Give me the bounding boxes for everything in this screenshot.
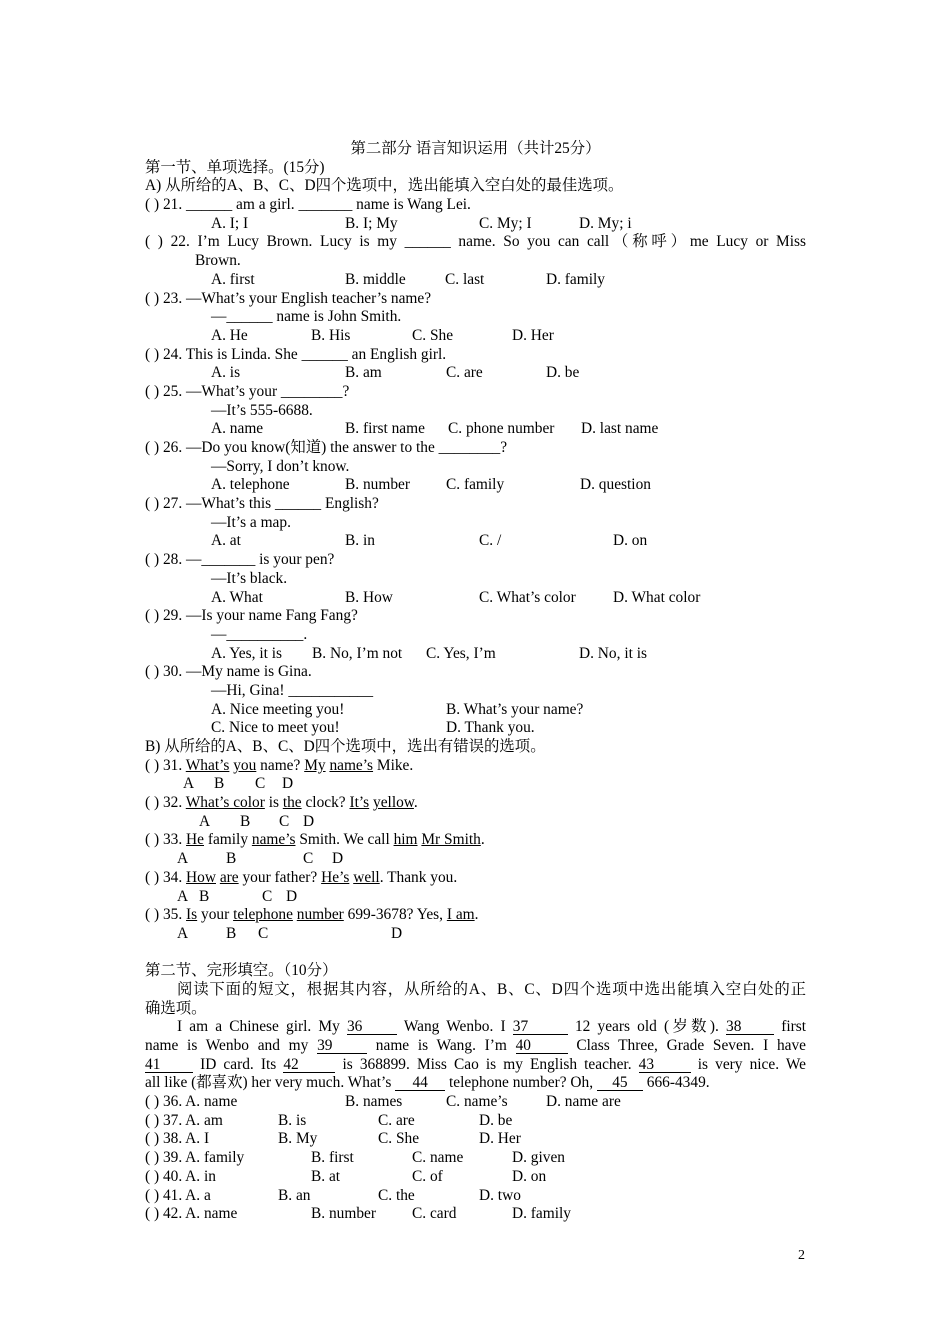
letter-a: A [199,812,211,830]
underlined-part-c: number [296,906,344,924]
text: . [474,906,479,924]
option-a: ( ) 38. A. I [145,1130,210,1148]
option-d: D. given [512,1149,566,1167]
section-1-heading: 第一节、单项选择。(15分) [145,158,325,176]
underlined-part-c: He’s [321,868,350,886]
letter-c: C [262,887,273,905]
option-c: C. / [479,532,502,550]
question-number: ( ) 34. [145,868,187,886]
spacer [145,944,806,963]
question-31 [145,757,806,776]
option-a: A. at [211,532,241,550]
options-26 [145,476,806,495]
cloze-question-37 [145,1112,806,1131]
options-28 [145,589,806,608]
blank-42: 42 [283,1057,335,1073]
cloze-question-38 [145,1130,806,1149]
question-35 [145,906,806,925]
options-22 [145,271,806,290]
section-2-heading: 第二节、完形填空。（10分） [145,962,338,980]
underlined-part-c: My [304,756,326,774]
letter-d: D [282,775,294,793]
underlined-part-a: What’s color [185,794,265,812]
underlined-part-c: him [393,831,418,849]
letter-b: B [214,775,225,793]
text: name is Wenbo and my [145,1037,318,1054]
text: is very nice. We [690,1055,806,1073]
option-a: ( ) 39. A. family [145,1149,245,1167]
letter-b: B [240,812,251,830]
text: name is Wang. I’m [367,1037,516,1054]
option-b: B. What’s your name? [446,700,584,718]
question-32 [145,794,806,813]
option-c: C. name [412,1149,464,1167]
option-b: B. How [345,588,393,606]
option-c: C. She [412,326,454,344]
text: clock? [301,794,350,812]
option-d: D. Thank you. [446,719,535,737]
question-33 [145,831,806,850]
option-c: C. of [412,1167,443,1185]
letters-31 [145,775,806,794]
underlined-part-d: yellow [373,794,414,812]
text: first [774,1018,806,1036]
cloze-question-40 [145,1168,806,1187]
option-c: C. phone number [448,420,555,438]
letter-c: C [255,775,266,793]
underlined-part-a: He [186,831,204,849]
option-b: B. number [345,476,410,494]
options-25 [145,420,806,439]
text: 666-4349. [642,1074,710,1092]
underlined-part-d: well [353,868,380,886]
exam-page [145,140,806,1224]
option-a: ( ) 42. A. name [145,1205,238,1223]
option-b: B. an [278,1186,311,1204]
text: Smith. We call [295,831,394,849]
option-a: ( ) 40. A. in [145,1167,216,1185]
question-26: ( ) 26. —Do you know(知道) the answer to the ________? [145,439,508,456]
cloze-instruction-cont: 确选项。 [145,999,207,1017]
option-b: B. My [278,1130,318,1148]
option-d: D. be [546,364,580,382]
text: is [264,794,283,812]
text: ID card. Its [193,1055,284,1073]
letter-b: B [226,924,237,942]
option-c: C. family [446,476,505,494]
passage-line-3 [145,1056,806,1075]
option-b: B. I; My [345,214,398,232]
option-b: B. first [311,1149,354,1167]
cloze-question-39 [145,1149,806,1168]
option-b: B. No, I’m not [312,644,403,662]
answer-line-23: —______ name is John Smith. [211,308,402,326]
answer-line-30: —Hi, Gina! ___________ [211,681,374,699]
option-d: D. What color [613,588,701,606]
question-number: ( ) 31. [145,756,186,774]
option-a: A. Nice meeting you! [211,700,345,718]
letter-d: D [332,850,344,868]
option-b: B. His [311,326,351,344]
option-d: D. My; i [579,214,632,232]
option-a: A. Yes, it is [211,644,282,662]
option-c: C. name’s [446,1093,508,1111]
question-number: ( ) 33. [145,831,187,849]
option-d: D. on [613,532,648,550]
option-d: D. Her [512,326,554,344]
blank-37: 37 [513,1019,568,1035]
text: family [204,831,252,849]
blank-44: 44 [395,1075,445,1091]
option-c: C. card [412,1205,457,1223]
question-24: ( ) 24. This is Linda. She ______ an English girl. [145,345,447,363]
question-29: ( ) 29. —Is your name Fang Fang? [145,607,358,625]
answer-line-29: —__________. [211,625,308,643]
underlined-part-a: What’s [185,756,230,774]
question-25: ( ) 25. —What’s your ________? [145,382,350,400]
text: I am a Chinese girl. My [177,1018,347,1036]
option-c: C. Nice to meet you! [211,719,340,737]
text: Class Three, Grade Seven. I have [567,1037,807,1054]
question-30: ( ) 30. —My name is Gina. [145,663,312,681]
part-b-instruction: B) 从所给的A、B、C、D四个选项中，选出有错误的选项。 [145,738,546,755]
question-22: ( ) 22. I’m Lucy Brown. Lucy is my ______ name. So you can call（称呼）me Lucy or Miss [145,233,806,251]
underlined-part-c: It’s [349,794,370,812]
option-d: D. Her [479,1130,521,1148]
text: . [413,794,418,812]
option-b: B. first name [345,420,425,438]
options-29 [145,645,806,664]
option-a: ( ) 37. A. am [145,1111,223,1129]
cloze-question-42 [145,1205,806,1224]
option-a: A. What [211,588,263,606]
blank-40: 40 [516,1038,568,1054]
letter-d: D [391,924,403,942]
option-b: B. middle [345,270,406,288]
text: 12 years old (岁数). [567,1018,727,1036]
option-b: B. in [345,532,375,550]
option-d: D. last name [581,420,659,438]
underlined-part-d: I am [446,906,475,924]
option-b: B. is [278,1111,307,1129]
cloze-question-36 [145,1093,806,1112]
underlined-part-d: Mr Smith [421,831,481,849]
passage-line-4 [145,1074,806,1093]
blank-43: 43 [639,1057,691,1073]
answer-line-27: —It’s a map. [211,513,291,531]
options-21 [145,215,806,234]
letter-d: D [286,887,298,905]
option-d: D. No, it is [579,644,647,662]
options-24 [145,364,806,383]
question-number: ( ) 32. [145,794,186,812]
letters-33 [145,850,806,869]
question-number: ( ) 35. [145,906,187,924]
letter-c: C [279,812,290,830]
option-a: A. first [211,270,255,288]
letter-c: C [303,850,314,868]
blank-38: 38 [726,1019,774,1035]
option-b: B. number [311,1205,376,1223]
question-28: ( ) 28. —_______ is your pen? [145,551,335,569]
option-a: A. I; I [211,214,249,232]
option-c: C. What’s color [479,588,576,606]
text: your father? [238,868,322,886]
part-a-instruction: A) 从所给的A、B、C、D四个选项中，选出能填入空白处的最佳选项。 [145,177,624,195]
underlined-part-b: name’s [251,831,296,849]
letters-35 [145,925,806,944]
option-b: B. at [311,1167,341,1185]
underlined-part-b: telephone [233,906,293,924]
underlined-part-d: name’s [329,756,374,774]
option-c: C. Yes, I’m [426,644,496,662]
option-c: C. My; I [479,214,532,232]
text: . Thank you. [379,868,458,886]
letters-34 [145,888,806,907]
text: 699-3678? Yes, [343,906,447,924]
option-d: D. be [479,1111,513,1129]
text: your [197,906,234,924]
option-d: D. family [546,270,605,288]
letter-c: C [258,924,269,942]
letter-b: B [199,887,210,905]
answer-line-28: —It’s black. [211,569,288,587]
option-c: C. She [378,1130,420,1148]
text: name? [256,756,305,774]
option-d: D. name are [546,1093,621,1111]
text: all like (都喜欢) her very much. What’s [145,1074,396,1092]
option-d: D. on [512,1167,547,1185]
question-22-cont: Brown. [195,252,241,270]
question-21: ( ) 21. ______ am a girl. _______ name is Wang Lei. [145,196,471,214]
option-a: A. telephone [211,476,290,494]
underlined-part-a: How [186,868,216,886]
option-a: ( ) 41. A. a [145,1186,211,1204]
options-23 [145,327,806,346]
option-c: C. last [445,270,485,288]
text: Mike. [373,756,414,774]
blank-39: 39 [317,1038,367,1054]
text: is 368899. Miss Cao is my English teacher. [335,1055,639,1073]
options-27 [145,532,806,551]
answer-line-25: —It’s 555-6688. [211,401,313,419]
letter-a: A [177,924,189,942]
underlined-part-b: are [219,868,239,886]
blank-45: 45 [597,1075,643,1091]
option-c: C. are [378,1111,415,1129]
cloze-question-41 [145,1187,806,1206]
text: telephone number? Oh, [445,1074,597,1092]
option-a: A. name [211,420,264,438]
text: . [480,831,485,849]
passage-line-2 [145,1037,806,1056]
letter-a: A [177,850,189,868]
answer-line-26: —Sorry, I don’t know. [211,457,350,475]
letter-a: A [183,775,195,793]
question-34 [145,869,806,888]
options-30-cd [145,719,806,738]
blank-41: 41 [145,1057,193,1073]
letter-a: A [177,887,189,905]
part-title: 第二部分 语言知识运用（共计25分） [350,140,601,157]
underlined-part-b: you [233,756,257,774]
letters-32 [145,813,806,832]
letter-b: B [226,850,237,868]
option-b: B. names [345,1093,403,1111]
cloze-instruction: 阅读下面的短文，根据其内容，从所给的A、B、C、D四个选项中选出能填入空白处的正 [177,980,806,998]
option-a: A. is [211,364,241,382]
option-a: ( ) 36. A. name [145,1093,238,1111]
underlined-part-b: the [282,794,302,812]
text: Wang Wenbo. I [396,1018,513,1036]
options-30-ab [145,701,806,720]
option-c: C. the [378,1186,415,1204]
letter-d: D [303,812,315,830]
passage-line-1 [145,1018,806,1037]
question-27: ( ) 27. —What’s this ______ English? [145,495,379,513]
blank-36: 36 [347,1019,397,1035]
underlined-part-a: Is [186,906,198,924]
question-23: ( ) 23. —What’s your English teacher’s name? [145,289,432,307]
option-b: B. am [345,364,382,382]
option-c: C. are [446,364,483,382]
page-number: 2 [798,1248,805,1263]
option-d: D. two [479,1186,521,1204]
option-d: D. family [512,1205,571,1223]
option-a: A. He [211,326,248,344]
option-d: D. question [580,476,651,494]
